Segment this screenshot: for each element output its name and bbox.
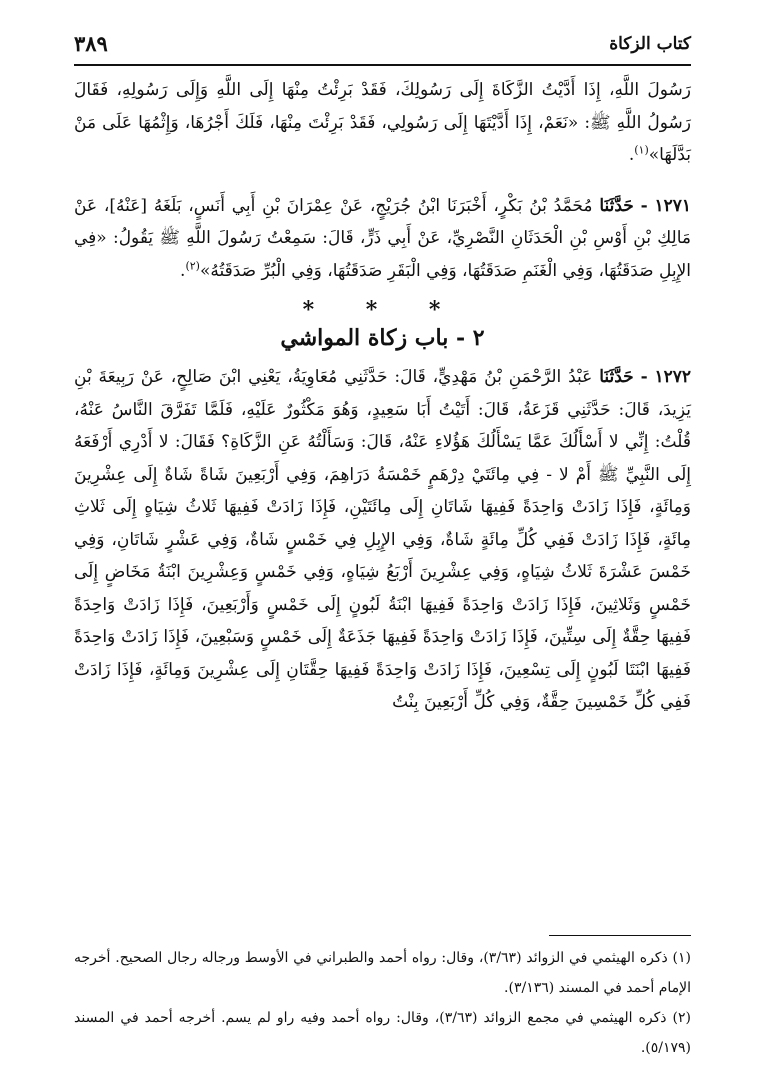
continuation-paragraph: رَسُولَ اللَّهِ، إِذَا أَدَّيْتُ الزَّكَاةَ إِلَى رَسُولِكَ، فَقَدْ بَرِئْتُ مِنْهَا إِلَى اللَّهِ وَإِلَى رَسُولِهِ، فَقَالَ رَسُولُ اللَّهِ ﷺ: «نَعَمْ، إِذَا أَدَّيْتَهَا إِلَى رَسُولِي، فَقَدْ بَرِئْتَ مِنْهَا، فَلَكَ أَجْرُهَا، وَإِثْمُهَا عَلَى مَنْ بَدَّلَهَا»$^{(١)}$.	[74, 80, 691, 165]
footnote-marker: (١)	[672, 950, 691, 966]
chapter-title: ٢ - باب زكاة المواشي	[280, 325, 485, 351]
footnote-text: ذكره الهيثمي في مجمع الزوائد (٣/٦٣)، وقال: رواه أحمد وفيه راو لم يسم. أخرجه أحمد في المسند (٥/١٧٩).	[74, 1010, 691, 1056]
book-page	[74, 28, 691, 1078]
hadith-text: مُحَمَّدُ بْنُ بَكْرٍ، أَخْبَرَنَا ابْنُ جُرَيْجٍ، عَنْ عِمْرَانَ بْنِ أَبِي أَنَسٍ، بَلَغَهُ [عَنْهُ]، عَنْ مَالِكِ بْنِ أَوْسِ بْنِ الْحَدَثَانِ النَّصْرِيِّ، عَنْ أَبِي ذَرٍّ، قَالَ: سَمِعْتُ رَسُولَ اللَّهِ ﷺ يَقُولُ: «فِي الإِبِلِ صَدَقَتُهَا، وَفِي الْغَنَمِ صَدَقَتُهَا، وَفِي الْبَقَرِ صَدَقَتُهَا، وَفِي الْبُرِّ صَدَقَتُهُ»	[74, 195, 691, 281]
footnotes	[74, 943, 691, 1063]
footnote-1	[74, 943, 691, 1003]
narration-word: حَدَّثَنَا	[599, 195, 634, 216]
hadith-number: ١٢٧١	[654, 195, 692, 216]
book-title: كتاب الزكاة	[609, 34, 691, 54]
footnote-ref-1: (١)	[634, 143, 649, 157]
footnote-marker: (٢)	[672, 1010, 691, 1026]
hadith-end: .	[180, 260, 186, 281]
footnote-text: ذكره الهيثمي في الزوائد (٣/٦٣)، وقال: رواه أحمد والطبراني في الأوسط ورجاله رجال الصحيح. أخرجه الإمام أحمد في المسند (٣/١٣٦).	[74, 950, 691, 996]
hadith-dash: -	[640, 195, 648, 216]
footnote-ref-2: (٢)	[185, 258, 200, 272]
footnote-2	[74, 1003, 691, 1063]
continuation-text: رَسُولَ اللَّهِ، إِذَا أَدَّيْتُ الزَّكَاةَ إِلَى رَسُولِكَ، فَقَدْ بَرِئْتُ مِنْهَا إِلَى اللَّهِ وَإِلَى رَسُولِهِ، فَقَالَ رَسُولُ اللَّهِ ﷺ: «نَعَمْ، إِذَا أَدَّيْتَهَا إِلَى رَسُولِي، فَقَدْ بَرِئْتَ مِنْهَا، فَلَكَ أَجْرُهَا، وَإِثْمُهَا عَلَى مَنْ بَدَّلَهَا»	[74, 80, 691, 165]
header-rule	[74, 64, 691, 66]
hadith-1271	[74, 190, 691, 288]
hadith-number: ١٢٧٢	[654, 367, 692, 387]
footnote-rule	[549, 935, 691, 936]
running-header	[74, 28, 691, 64]
hadith-1272	[74, 361, 691, 719]
page-number: ٣٨٩	[74, 31, 108, 56]
narration-word: حَدَّثَنَا	[599, 367, 634, 387]
hadith-dash: -	[640, 367, 648, 387]
section-separator-stars: * * *	[302, 297, 463, 323]
hadith-text: عَبْدُ الرَّحْمَنِ بْنُ مَهْدِيٍّ، قَالَ: حَدَّثَنِي مُعَاوِيَةُ، يَعْنِي ابْنَ صَالِحٍ، عَنْ رَبِيعَةَ بْنِ يَزِيدَ، قَالَ: حَدَّثَنِي قَزَعَةُ، قَالَ: أَتَيْتُ أَبَا سَعِيدٍ، وَهُوَ مَكْثُورٌ عَلَيْهِ، فَلَمَّا تَفَرَّقَ النَّاسُ عَنْهُ، قُلْتُ: إِنِّي لا أَسْأَلُكَ عَمَّا يَسْأَلُكَ هَؤُلاءِ عَنْهُ، قَالَ: وَسَأَلْتُهُ عَنِ الزَّكَاةِ؟ فَقَالَ: لا أَدْرِي أَرْفَعَهُ إِلَى النَّبِيِّ ﷺ أَمْ لا - فِي مِائَتَيْ دِرْهَمٍ خَمْسَةُ دَرَاهِمَ، وَفِي أَرْبَعِينَ شَاةً شَاةٌ إِلَى عِشْرِينَ وَمِائَةٍ، فَإِذَا زَادَتْ وَاحِدَةً فَفِيهَا شَاتَانِ إِلَى مِائَتَيْنِ، فَإِذَا زَادَتْ فَفِيهَا ثَلاثُ شِيَاهٍ إِلَى ثَلاثِ مِائَةٍ، فَإِذَا زَادَتْ فَفِي كُلِّ مِائَةٍ شَاةٌ، وَفِي الإِبِلِ فِي خَمْسٍ شَاةٌ، وَفِي عَشْرٍ شَاتَانِ، وَفِي خَمْسَ عَشْرَةَ ثَلاثُ شِيَاهٍ، وَفِي عِشْرِينَ أَرْبَعُ شِيَاهٍ، وَفِي خَمْسٍ وَعِشْرِينَ ابْنَةُ مَخَاضٍ إِلَى خَمْسٍ وَثَلاثِينَ، فَإِذَا زَادَتْ وَاحِدَةً فَفِيهَا ابْنَةُ لَبُونٍ إِلَى خَمْسٍ وَأَرْبَعِينَ، فَإِذَا زَادَتْ وَاحِدَةً فَفِيهَا حِقَّةٌ إِلَى سِتِّينَ، فَإِذَا زَادَتْ وَاحِدَةً فَفِيهَا جَذَعَةٌ إِلَى خَمْسٍ وَسَبْعِينَ، فَإِذَا زَادَتْ وَاحِدَةً فَفِيهَا ابْنَتَا لَبُونٍ إِلَى تِسْعِينَ، فَإِذَا زَادَتْ وَاحِدَةً فَفِيهَا حِقَّتَانِ إِلَى عِشْرِينَ وَمِائَةٍ، فَإِذَا زَادَتْ فَفِي كُلِّ خَمْسِينَ حِقَّةٌ، وَفِي كُلِّ أَرْبَعِينَ بِنْتُ	[74, 367, 691, 712]
